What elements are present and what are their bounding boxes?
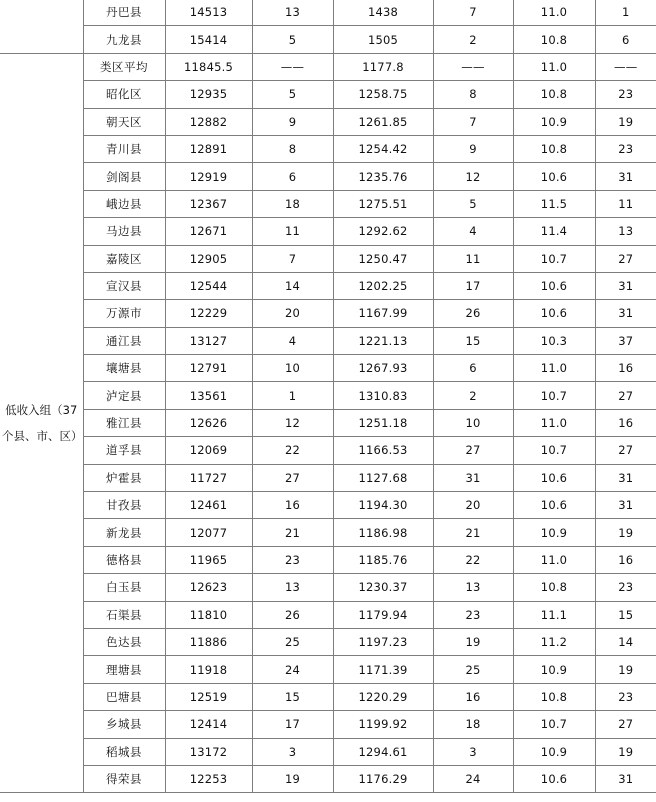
per-capita-income-cell: 12891: [165, 135, 252, 162]
county-name-cell: 剑阁县: [83, 163, 165, 190]
income-rank-cell: 14: [252, 272, 333, 299]
monthly-value-cell: 1230.37: [333, 574, 433, 601]
monthly-value-cell: 1292.62: [333, 218, 433, 245]
monthly-rank-cell: 22: [433, 546, 513, 573]
monthly-rank-cell: 27: [433, 437, 513, 464]
ratio-value-cell: 10.6: [513, 272, 595, 299]
ratio-rank-cell: 15: [595, 601, 656, 628]
county-name-cell: 通江县: [83, 327, 165, 354]
per-capita-income-cell: 11727: [165, 464, 252, 491]
ratio-rank-cell: 11: [595, 190, 656, 217]
monthly-value-cell: 1199.92: [333, 711, 433, 738]
county-name-cell: 炉霍县: [83, 464, 165, 491]
table-row: [0, 355, 656, 382]
ratio-rank-cell: 31: [595, 163, 656, 190]
monthly-rank-cell: 24: [433, 765, 513, 792]
monthly-rank-cell: 13: [433, 574, 513, 601]
ratio-value-cell: 10.8: [513, 26, 595, 53]
county-name-cell: 宣汉县: [83, 272, 165, 299]
income-rank-cell: 5: [252, 81, 333, 108]
monthly-rank-cell: 18: [433, 711, 513, 738]
monthly-rank-cell: 16: [433, 683, 513, 710]
table-row: [0, 135, 656, 162]
ratio-value-cell: 10.8: [513, 683, 595, 710]
per-capita-income-cell: 12882: [165, 108, 252, 135]
ratio-value-cell: 10.6: [513, 492, 595, 519]
income-rank-cell: 27: [252, 464, 333, 491]
county-name-cell: 德格县: [83, 546, 165, 573]
ratio-value-cell: 11.0: [513, 409, 595, 436]
monthly-rank-cell: 3: [433, 738, 513, 765]
ratio-rank-cell: 16: [595, 409, 656, 436]
monthly-rank-cell: 20: [433, 492, 513, 519]
table-row: [0, 738, 656, 765]
per-capita-income-cell: 13127: [165, 327, 252, 354]
income-rank-cell: 26: [252, 601, 333, 628]
income-rank-cell: 12: [252, 409, 333, 436]
county-name-cell: 壤塘县: [83, 355, 165, 382]
income-rank-cell: 22: [252, 437, 333, 464]
table-row: [0, 492, 656, 519]
ratio-value-cell: 10.9: [513, 108, 595, 135]
per-capita-income-cell: 11918: [165, 656, 252, 683]
monthly-rank-cell: 25: [433, 656, 513, 683]
group-label: 低收入组（37个县、市、区）: [0, 53, 83, 793]
ratio-rank-cell: 6: [595, 26, 656, 53]
table-row: [0, 300, 656, 327]
ratio-rank-cell: 37: [595, 327, 656, 354]
per-capita-income-cell: 12077: [165, 519, 252, 546]
income-rank-cell: 8: [252, 135, 333, 162]
income-rank-cell: 6: [252, 163, 333, 190]
monthly-value-cell: 1261.85: [333, 108, 433, 135]
county-name-cell: 稻城县: [83, 738, 165, 765]
monthly-rank-cell: 6: [433, 355, 513, 382]
ratio-value-cell: 11.1: [513, 601, 595, 628]
income-rank-cell: 10: [252, 355, 333, 382]
table-row: [0, 108, 656, 135]
monthly-rank-cell: ——: [433, 53, 513, 80]
table-row: [0, 711, 656, 738]
monthly-rank-cell: 11: [433, 245, 513, 272]
per-capita-income-cell: 12935: [165, 81, 252, 108]
monthly-rank-cell: 26: [433, 300, 513, 327]
ratio-rank-cell: 1: [595, 0, 656, 26]
ratio-value-cell: 10.7: [513, 382, 595, 409]
monthly-value-cell: 1221.13: [333, 327, 433, 354]
per-capita-income-cell: 11886: [165, 628, 252, 655]
table-row: [0, 546, 656, 573]
income-rank-cell: 3: [252, 738, 333, 765]
county-name-cell: 白玉县: [83, 574, 165, 601]
ratio-value-cell: 11.4: [513, 218, 595, 245]
county-name-cell: 新龙县: [83, 519, 165, 546]
table-row: [0, 0, 656, 26]
ratio-value-cell: 11.0: [513, 0, 595, 26]
county-name-cell: 万源市: [83, 300, 165, 327]
income-rank-cell: 24: [252, 656, 333, 683]
income-rank-cell: 25: [252, 628, 333, 655]
per-capita-income-cell: 12919: [165, 163, 252, 190]
monthly-rank-cell: 7: [433, 108, 513, 135]
monthly-rank-cell: 9: [433, 135, 513, 162]
county-name-cell: 泸定县: [83, 382, 165, 409]
per-capita-income-cell: 12623: [165, 574, 252, 601]
ratio-rank-cell: 23: [595, 81, 656, 108]
monthly-value-cell: 1194.30: [333, 492, 433, 519]
table-row: [0, 601, 656, 628]
monthly-rank-cell: 4: [433, 218, 513, 245]
ratio-rank-cell: 19: [595, 519, 656, 546]
table-row: [0, 437, 656, 464]
per-capita-income-cell: 12626: [165, 409, 252, 436]
monthly-rank-cell: 5: [433, 190, 513, 217]
per-capita-income-cell: 14513: [165, 0, 252, 26]
ratio-value-cell: 10.6: [513, 300, 595, 327]
monthly-value-cell: 1202.25: [333, 272, 433, 299]
county-name-cell: 雅江县: [83, 409, 165, 436]
per-capita-income-cell: 12905: [165, 245, 252, 272]
table-row: [0, 26, 656, 53]
county-name-cell: 甘孜县: [83, 492, 165, 519]
income-rank-cell: 7: [252, 245, 333, 272]
income-rank-cell: 1: [252, 382, 333, 409]
table-row: [0, 218, 656, 245]
ratio-rank-cell: 31: [595, 272, 656, 299]
income-rank-cell: 15: [252, 683, 333, 710]
county-name-cell: 色达县: [83, 628, 165, 655]
ratio-rank-cell: 19: [595, 656, 656, 683]
monthly-rank-cell: 7: [433, 0, 513, 26]
county-name-cell: 马边县: [83, 218, 165, 245]
ratio-rank-cell: 19: [595, 108, 656, 135]
monthly-value-cell: 1505: [333, 26, 433, 53]
ratio-value-cell: 11.2: [513, 628, 595, 655]
per-capita-income-cell: 12414: [165, 711, 252, 738]
county-name-cell: 道孚县: [83, 437, 165, 464]
county-name-cell: 巴塘县: [83, 683, 165, 710]
monthly-value-cell: 1166.53: [333, 437, 433, 464]
table-row: [0, 382, 656, 409]
income-rank-cell: 19: [252, 765, 333, 792]
monthly-rank-cell: 21: [433, 519, 513, 546]
monthly-value-cell: 1294.61: [333, 738, 433, 765]
ratio-rank-cell: 16: [595, 355, 656, 382]
ratio-value-cell: 10.9: [513, 519, 595, 546]
income-rank-cell: 20: [252, 300, 333, 327]
table-row: [0, 765, 656, 792]
monthly-value-cell: 1186.98: [333, 519, 433, 546]
ratio-value-cell: 10.8: [513, 135, 595, 162]
county-name-cell: 丹巴县: [83, 0, 165, 26]
income-rank-cell: 11: [252, 218, 333, 245]
per-capita-income-cell: 13172: [165, 738, 252, 765]
table-row: [0, 656, 656, 683]
table-row: [0, 81, 656, 108]
county-name-cell: 得荣县: [83, 765, 165, 792]
per-capita-income-cell: 11965: [165, 546, 252, 573]
monthly-value-cell: 1179.94: [333, 601, 433, 628]
ratio-rank-cell: 19: [595, 738, 656, 765]
ratio-rank-cell: 23: [595, 683, 656, 710]
per-capita-income-cell: 12519: [165, 683, 252, 710]
ratio-value-cell: 10.6: [513, 163, 595, 190]
income-rank-cell: 18: [252, 190, 333, 217]
monthly-value-cell: 1438: [333, 0, 433, 26]
ratio-value-cell: 11.5: [513, 190, 595, 217]
table-row: [0, 163, 656, 190]
monthly-rank-cell: 2: [433, 26, 513, 53]
ratio-rank-cell: 31: [595, 464, 656, 491]
monthly-rank-cell: 12: [433, 163, 513, 190]
county-name-cell: 青川县: [83, 135, 165, 162]
ratio-rank-cell: 16: [595, 546, 656, 573]
county-name-cell: 石渠县: [83, 601, 165, 628]
ratio-rank-cell: 14: [595, 628, 656, 655]
per-capita-income-cell: 15414: [165, 26, 252, 53]
ratio-value-cell: 11.0: [513, 53, 595, 80]
monthly-rank-cell: 15: [433, 327, 513, 354]
ratio-value-cell: 10.9: [513, 656, 595, 683]
per-capita-income-cell: 12544: [165, 272, 252, 299]
monthly-value-cell: 1127.68: [333, 464, 433, 491]
monthly-value-cell: 1254.42: [333, 135, 433, 162]
table-row: [0, 683, 656, 710]
per-capita-income-cell: 12367: [165, 190, 252, 217]
income-rank-cell: 4: [252, 327, 333, 354]
income-rank-cell: 21: [252, 519, 333, 546]
monthly-value-cell: 1185.76: [333, 546, 433, 573]
ratio-value-cell: 11.0: [513, 546, 595, 573]
county-name-cell: 昭化区: [83, 81, 165, 108]
ratio-value-cell: 10.7: [513, 437, 595, 464]
per-capita-income-cell: 13561: [165, 382, 252, 409]
table-row: [0, 245, 656, 272]
county-name-cell: 乡城县: [83, 711, 165, 738]
ratio-value-cell: 10.6: [513, 765, 595, 792]
monthly-value-cell: 1177.8: [333, 53, 433, 80]
ratio-rank-cell: 27: [595, 382, 656, 409]
table-row: [0, 327, 656, 354]
ratio-value-cell: 10.8: [513, 81, 595, 108]
ratio-rank-cell: 13: [595, 218, 656, 245]
per-capita-income-cell: 12229: [165, 300, 252, 327]
income-rank-cell: 16: [252, 492, 333, 519]
monthly-value-cell: 1171.39: [333, 656, 433, 683]
county-name-cell: 朝天区: [83, 108, 165, 135]
ratio-value-cell: 10.6: [513, 464, 595, 491]
income-rank-cell: 23: [252, 546, 333, 573]
table-row: [0, 574, 656, 601]
monthly-value-cell: 1176.29: [333, 765, 433, 792]
monthly-rank-cell: 2: [433, 382, 513, 409]
monthly-value-cell: 1251.18: [333, 409, 433, 436]
monthly-value-cell: 1235.76: [333, 163, 433, 190]
ratio-rank-cell: 27: [595, 245, 656, 272]
ratio-value-cell: 10.7: [513, 711, 595, 738]
income-rank-cell: 13: [252, 574, 333, 601]
monthly-rank-cell: 8: [433, 81, 513, 108]
ratio-value-cell: 10.8: [513, 574, 595, 601]
monthly-rank-cell: 23: [433, 601, 513, 628]
income-rank-cell: ——: [252, 53, 333, 80]
per-capita-income-cell: 12069: [165, 437, 252, 464]
ratio-rank-cell: ——: [595, 53, 656, 80]
ratio-rank-cell: 31: [595, 300, 656, 327]
per-capita-income-cell: 11810: [165, 601, 252, 628]
per-capita-income-cell: 12253: [165, 765, 252, 792]
monthly-value-cell: 1258.75: [333, 81, 433, 108]
per-capita-income-cell: 12791: [165, 355, 252, 382]
county-name-cell: 嘉陵区: [83, 245, 165, 272]
monthly-rank-cell: 10: [433, 409, 513, 436]
per-capita-income-cell: 12461: [165, 492, 252, 519]
table-row: [0, 272, 656, 299]
ratio-value-cell: 10.3: [513, 327, 595, 354]
table-row: [0, 519, 656, 546]
county-name-cell: 峨边县: [83, 190, 165, 217]
ratio-value-cell: 10.7: [513, 245, 595, 272]
monthly-value-cell: 1220.29: [333, 683, 433, 710]
monthly-value-cell: 1267.93: [333, 355, 433, 382]
table-row: [0, 190, 656, 217]
county-name-cell: 理塘县: [83, 656, 165, 683]
ratio-rank-cell: 23: [595, 574, 656, 601]
income-rank-cell: 13: [252, 0, 333, 26]
table-row: [0, 53, 656, 80]
county-name-cell: 九龙县: [83, 26, 165, 53]
ratio-value-cell: 11.0: [513, 355, 595, 382]
monthly-value-cell: 1167.99: [333, 300, 433, 327]
monthly-value-cell: 1197.23: [333, 628, 433, 655]
ratio-rank-cell: 31: [595, 492, 656, 519]
prior-group-cell: [0, 0, 83, 53]
ratio-rank-cell: 23: [595, 135, 656, 162]
monthly-value-cell: 1310.83: [333, 382, 433, 409]
table-row: [0, 464, 656, 491]
ratio-value-cell: 10.9: [513, 738, 595, 765]
income-rank-cell: 17: [252, 711, 333, 738]
monthly-rank-cell: 19: [433, 628, 513, 655]
per-capita-income-cell: 12671: [165, 218, 252, 245]
ratio-rank-cell: 31: [595, 765, 656, 792]
monthly-value-cell: 1275.51: [333, 190, 433, 217]
monthly-rank-cell: 17: [433, 272, 513, 299]
ratio-rank-cell: 27: [595, 711, 656, 738]
county-name-cell: 类区平均: [83, 53, 165, 80]
table-row: [0, 409, 656, 436]
income-rank-cell: 9: [252, 108, 333, 135]
ratio-rank-cell: 27: [595, 437, 656, 464]
monthly-rank-cell: 31: [433, 464, 513, 491]
per-capita-income-cell: 11845.5: [165, 53, 252, 80]
monthly-value-cell: 1250.47: [333, 245, 433, 272]
table-row: [0, 628, 656, 655]
income-rank-cell: 5: [252, 26, 333, 53]
